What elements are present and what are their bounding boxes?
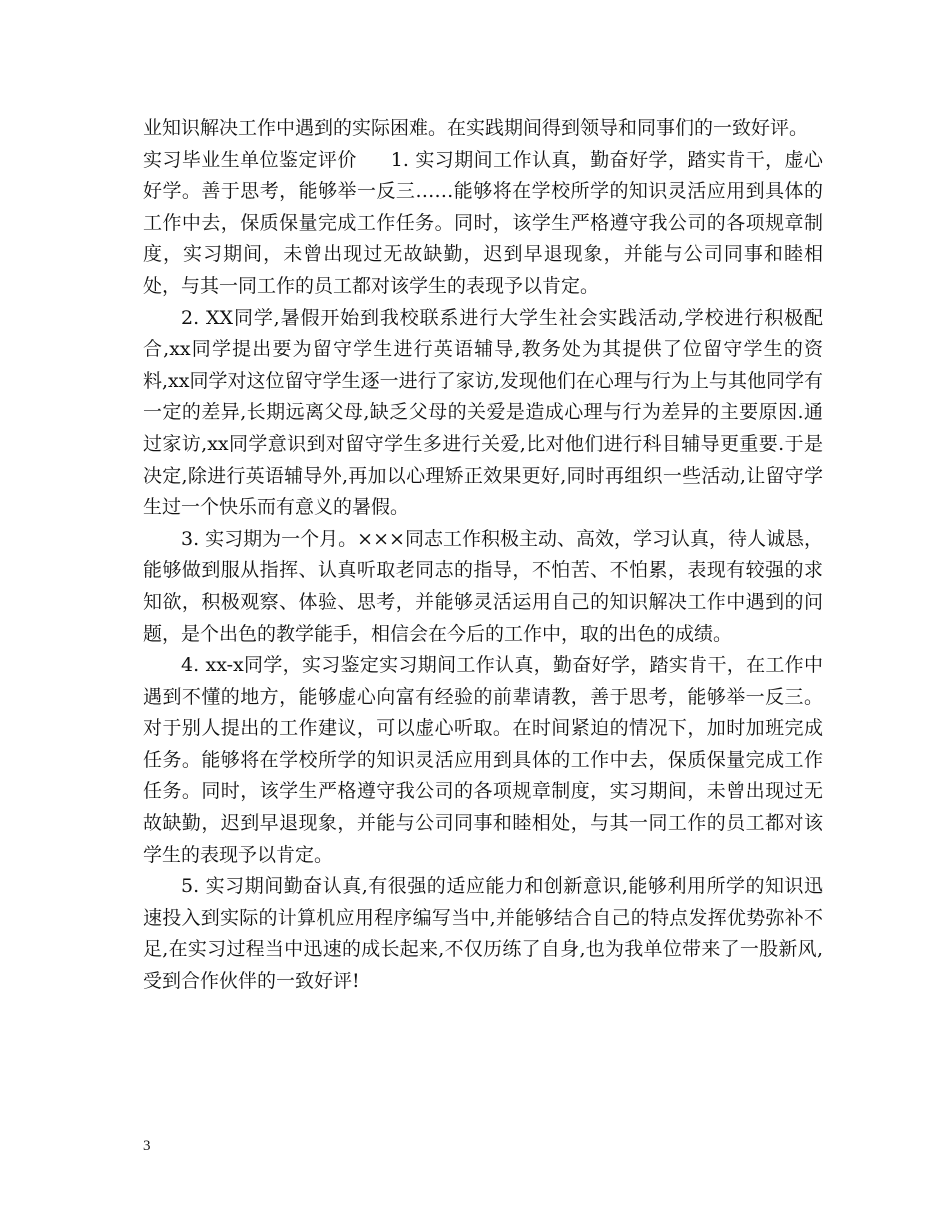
paragraph-4: 4. xx-x同学，实习鉴定实习期间工作认真，勤奋好学，踏实肯干，在工作中遇到不懂的地方，能够虚心向富有经验的前辈请教，善于思考，能够举一反三。对于别人提出的工作建议，可以虚心听取。在时间紧迫的情况下，加时加班完成任务。能够将在学校所学的知识灵活应用到具体的工作中去，保质保量完成工作任务。同时，该学生严格遵守我公司的各项规章制度，实习期间，未曾出现过无故缺勤，迟到早退现象，并能与公司同事和睦相处，与其一同工作的员工都对该学生的表现予以肯定。 [143,654,823,866]
paragraph-2: 2. XX同学,暑假开始到我校联系进行大学生社会实践活动,学校进行积极配合,xx同学提出要为留守学生进行英语辅导,教务处为其提供了位留守学生的资料,xx同学对这位留守学生逐一进行了家访,发现他们在心理与行为上与其他同学有一定的差异,长期远离父母,缺乏父母的关爱是造成心理与行为差异的主要原因.通过家访,xx同学意识到对留守学生多进行关爱,比对他们进行科目辅导更重要.于是决定,除进行英语辅导外,再加以心理矫正效果更好,同时再组织一些活动,让留守学生过一个快乐而有意义的暑假。 [143,306,823,519]
evaluation-block [143,145,823,303]
paragraph-3: 3. 实习期为一个月。×××同志工作积极主动、高效，学习认真，待人诚恳，能够做到服从指挥、认真听取老同志的指导，不怕苦、不怕累，表现有较强的求知欲，积极观察、体验、思考，并能够灵活运用自己的知识解决工作中遇到的问题，是个出色的教学能手，相信会在今后的工作中，取的出色的成绩。 [143,527,823,645]
intro-line: 业知识解决工作中遇到的实际困难。在实践期间得到领导和同事们的一致好评。 [143,117,809,139]
page-number: 3 [143,1138,151,1154]
paragraph-5: 5. 实习期间勤奋认真,有很强的适应能力和创新意识,能够利用所学的知识迅速投入到实际的计算机应用程序编写当中,并能够结合自己的特点发挥优势弥补不足,在实习过程当中迅速的成长起来,不仅历练了自身,也为我单位带来了一股新风,受到合作伙伴的一致好评! [143,875,823,993]
paragraph-1: 1. 实习期间工作认真，勤奋好学，踏实肯干，虚心好学。善于思考，能够举一反三……能够将在学校所学的知识灵活应用到具体的工作中去，保质保量完成工作任务。同时，该学生严格遵守我公司的各项规章制度，实习期间，未曾出现过无故缺勤，迟到早退现象，并能与公司同事和睦相处，与其一同工作的员工都对该学生的表现予以肯定。 [143,148,823,297]
document-body [143,113,823,998]
section-title: 实习毕业生单位鉴定评价 [143,148,357,171]
